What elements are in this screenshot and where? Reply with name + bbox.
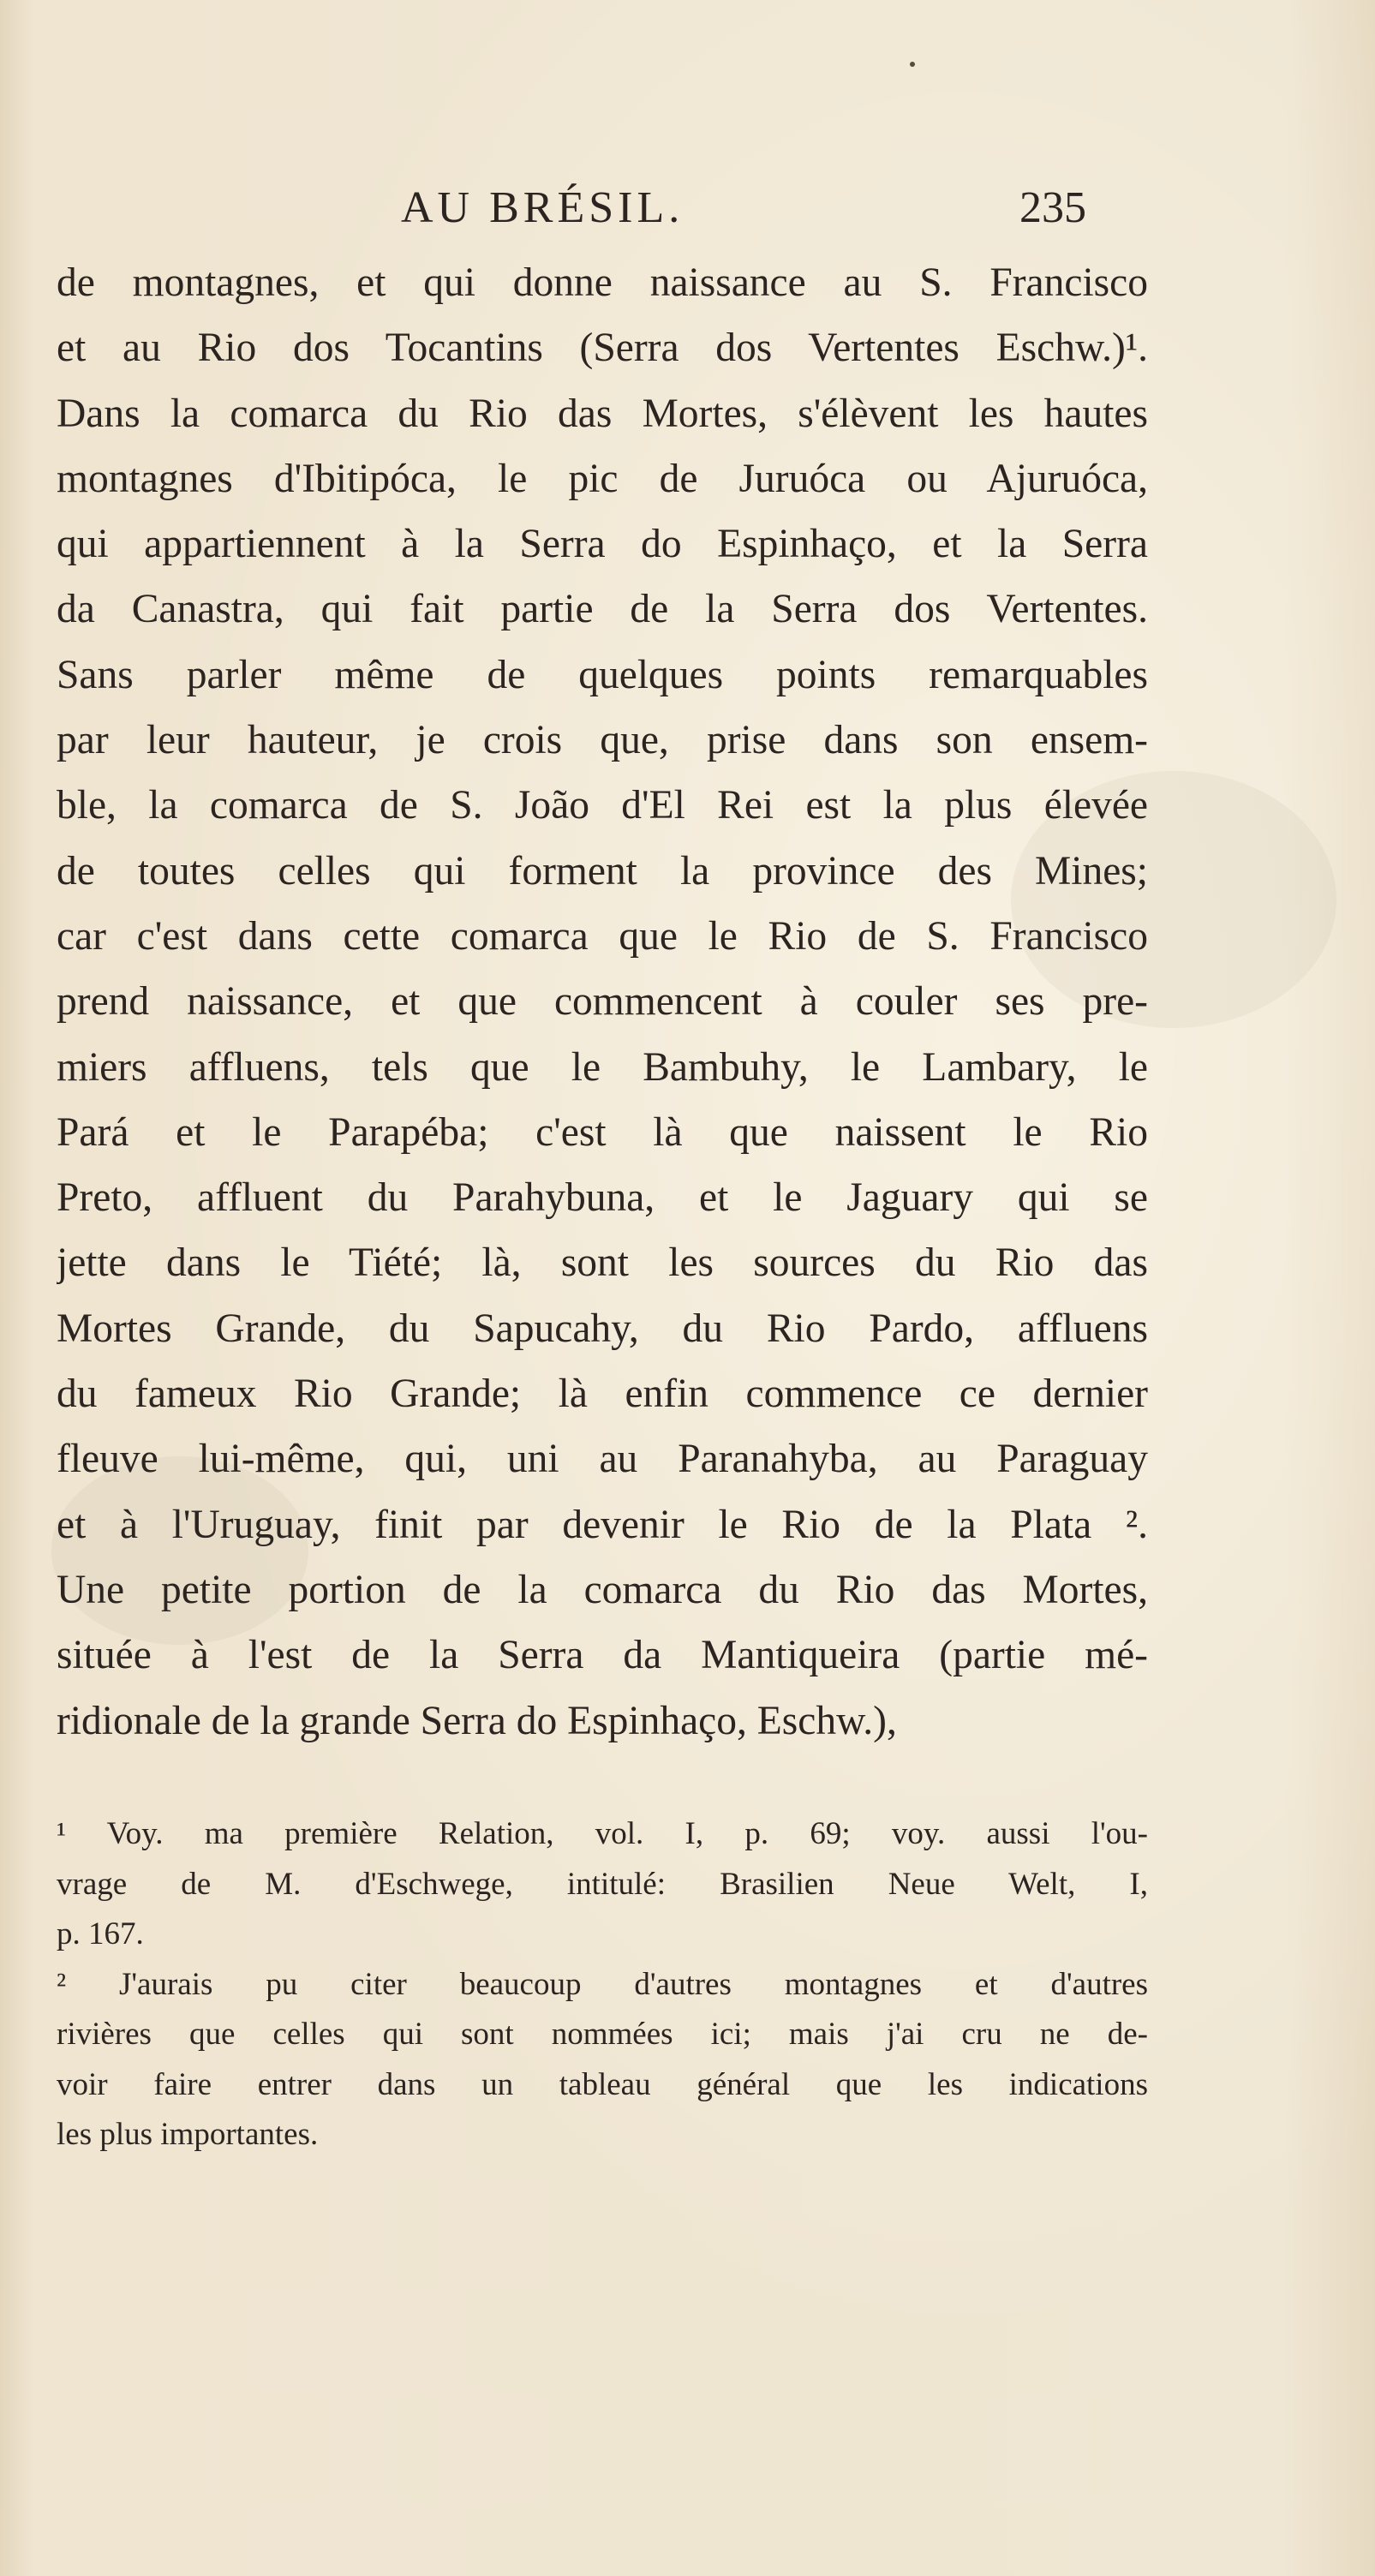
- ink-speck: [910, 62, 915, 67]
- running-title: AU BRÉSIL.: [401, 183, 685, 232]
- text-line: et à l'Uruguay, finit par devenir le Rio de la Plata ².: [57, 1502, 1148, 1547]
- text-line: jette dans le Tiété; là, sont les sources du Rio das: [57, 1240, 1148, 1286]
- text-line: miers affluens, tels que le Bambuhy, le Lambary, le: [57, 1044, 1148, 1090]
- page-number: 235: [1019, 183, 1086, 232]
- text-line: prend naissance, et que commencent à couler ses pre-: [57, 979, 1148, 1025]
- text-line: située à l'est de la Serra da Mantiqueira (partie mé-: [57, 1633, 1148, 1678]
- text-line: ridionale de la grande Serra do Espinhaço, Eschw.),: [57, 1698, 897, 1743]
- text-line: Mortes Grande, du Sapucahy, du Rio Pardo, affluens: [57, 1306, 1148, 1351]
- footnote-line: vrage de M. d'Eschwege, intitulé: Brasilien Neue Welt, I,: [57, 1866, 1148, 1902]
- text-line: de montagnes, et qui donne naissance au S. Francisco: [57, 260, 1148, 305]
- body-text: [57, 250, 1148, 1754]
- text-line: montagnes d'Ibitipóca, le pic de Juruóca ou Ajuruóca,: [57, 456, 1148, 501]
- text-line: de toutes celles qui forment la province des Mines;: [57, 848, 1148, 894]
- text-line: da Canastra, qui fait partie de la Serra dos Vertentes.: [57, 587, 1148, 632]
- footnote-line: les plus importantes.: [57, 2117, 319, 2152]
- text-line: par leur hauteur, je crois que, prise dans son ensem-: [57, 718, 1148, 763]
- text-line: ble, la comarca de S. João d'El Rei est la plus élevée: [57, 783, 1148, 828]
- text-line: Sans parler même de quelques points remarquables: [57, 652, 1148, 697]
- text-line: fleuve lui-même, qui, uni au Paranahyba, au Paraguay: [57, 1437, 1148, 1482]
- running-head: [0, 178, 1375, 238]
- text-line: qui appartiennent à la Serra do Espinhaço, et la Serra: [57, 522, 1148, 567]
- text-line: et au Rio dos Tocantins (Serra dos Vertentes Eschw.)¹.: [57, 326, 1148, 371]
- footnote-line: p. 167.: [57, 1916, 144, 1951]
- footnote-line: rivières que celles qui sont nommées ici; mais j'ai cru ne de-: [57, 2017, 1148, 2052]
- footnote-line: ¹ Voy. ma première Relation, vol. I, p. 69; voy. aussi l'ou-: [57, 1816, 1148, 1851]
- text-line: Pará et le Parapéba; c'est là que naissent le Rio: [57, 1109, 1148, 1155]
- text-line: Dans la comarca du Rio das Mortes, s'élèvent les hautes: [57, 391, 1148, 436]
- text-line: Une petite portion de la comarca du Rio das Mortes,: [57, 1567, 1148, 1612]
- text-line: du fameux Rio Grande; là enfin commence ce dernier: [57, 1372, 1148, 1417]
- text-line: car c'est dans cette comarca que le Rio de S. Francisco: [57, 913, 1148, 959]
- footnotes: [57, 1809, 1148, 2161]
- footnote-line: ² J'aurais pu citer beaucoup d'autres montagnes et d'autres: [57, 1966, 1148, 2002]
- text-line: Preto, affluent du Parahybuna, et le Jaguary qui se: [57, 1175, 1148, 1221]
- footnote-line: voir faire entrer dans un tableau général que les indications: [57, 2066, 1148, 2102]
